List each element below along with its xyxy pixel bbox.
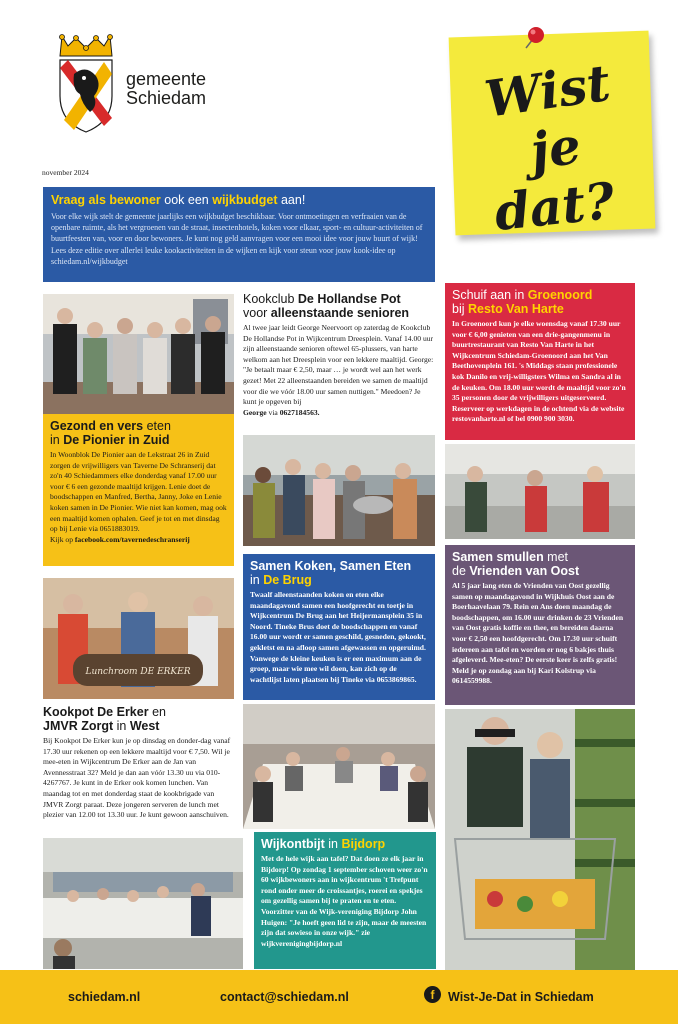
groenoord-title-part2: Groenoord [527,288,593,302]
brug-title-part3: De Brug [263,573,312,587]
oost-text: Al 5 jaar lang eten de Vrienden van Oost gezellig samen op maandagavond in Wijkhuis Oost aan de Boerhaavelaan 79. Rein en Ans doen maandag de boodschappen, om 16.00 uur drinken de 23 Vrienden van Oost gratis koffie en thee, en bereiden daarna voor € 2,50 een hoofdgerecht. Om 17.30 uur schuift iedereen aan tafel en worden er nog 6 bakjes thuis afgeleverd. Mee-eten? De eerste keer is zelfs gratis! Meld je op zondag aan bij Kari Kolstrup via 0614559988. [452,581,624,686]
intro-title-part1: Vraag als bewoner [51,193,161,207]
pionier-text [50,450,227,545]
hp-title-part1: Kookclub [243,292,298,306]
erker-title-part2: en [148,705,166,719]
pionier-link-prefix: Kijk op [50,534,75,544]
hollandse-pot-text [243,323,435,418]
intro-box [43,187,435,282]
pushpin-icon [518,24,548,54]
pionier-title-part2: eten [143,419,171,433]
groenoord-title [452,288,628,316]
pionier-article [43,414,234,566]
pionier-facebook-link[interactable]: facebook.com/tavernedeschranserij [74,534,190,544]
oost-title-part3: de [452,564,470,578]
bijdorp-title-part1: Wijkontbijt [261,837,325,851]
erker-text: Bij Kookpot De Erker kun je op dinsdag en donder-dag vanaf 17.30 uur rekenen op een lekkere maaltijd voor € 7,50. Wil je mee-eten in Wijkcentrum De Erker aan de Jan van Avennesstraat 32? Meld je dan aan vóór 13.30 uu via 010-4267767. Je kunt in de Erker ook komen lunchen. Van maandag tot en met donderdag staat de kookbrigade van JMVR Zorgt paraat. Deze jongeren serveren de lunch met plezier van 12.00 tot 13.30 uur. Je kunt gewoon aanschuiven. [43,736,231,820]
vrienden-van-oost-supermarket-photo [445,709,635,970]
bijdorp-breakfast-photo [43,838,243,969]
groenoord-kitchen-photo [445,444,635,539]
gemeente-schiedam-coat-of-arms-logo [54,34,118,134]
brug-title-part1: Samen Koken, Samen Eten [250,559,412,573]
hp-body: Al twee jaar leidt George Neervoort op zaterdag de Kookclub De Hollandse Pot in Wijkcentrum Dreesplein. Vanaf 14.00 uur zijn alleenstaande senioren oftewel 65-plussers, van harte welkom aan het Dreesplein voor een lekkere maaltijd. George: "Je betaalt maar € 2,50, maar … je wordt wel aan het werk gezet! Met 22 alleenstaanden bereiden we samen de maaltijd voor die we vóór 18.00 uur samen nuttigen." Meedoen? Je kunt je opgeven bij [243,323,434,407]
hp-contact-suffix: via [266,407,280,417]
brand-line-schiedam: Schiedam [126,88,207,108]
brug-title-part2: in [250,573,264,587]
brand-wordmark [126,70,206,108]
erker-title-part5: West [129,719,160,733]
de-brug-article [243,554,435,700]
pionier-title-part3: in [50,433,64,447]
bijdorp-title-part3: Bijdorp [341,837,386,851]
groenoord-title-part4: Resto Van Harte [467,302,564,316]
issue-date: november 2024 [42,168,89,177]
erker-title-part3: JMVR Zorgt [43,719,114,733]
footer-email-link[interactable]: contact@schiedam.nl [220,990,349,1004]
oost-title-part2: met [543,550,569,564]
groenoord-title-part1: Schuif aan in [452,288,528,302]
note-line-1: Wist je [481,52,614,181]
sticky-note-title [460,52,646,243]
hp-contact-phone: 0627184563. [279,407,320,417]
groenoord-title-part3: bij [452,302,468,316]
groenoord-article [445,283,635,440]
erker-photo-sign: Lunchroom DE ERKER [85,667,191,677]
hp-title-part4: alleenstaande senioren [270,306,410,320]
bijdorp-title-part2: in [324,837,342,851]
facebook-icon: f [424,986,441,1003]
oost-title-part1: Samen smullen [452,550,544,564]
erker-article [43,705,235,821]
hp-contact-name: George [243,407,267,417]
erker-title [43,705,235,733]
erker-title-part1: Kookpot De Erker [43,705,149,719]
intro-text: Voor elke wijk stelt de gemeente jaarlijks een wijkbudget beschikbaar. Voor ontmoetingen en verfraaien van de openbare ruimte, als het vergroenen van de straat, insectenhotels, koken voor elkaar, sport- en cultuur-activiteiten of buurtfeesten van, voor en door bewoners. Je kunt nog geld aanvragen voor een mooi idee voor jouw buurt of wijk! Lees deze editie over allerlei leuke kookactiviteiten in de wijken en kijk voor steun voor jouw kook-idee op schiedam.nl/wijkbudget [51,212,423,266]
pionier-title [50,419,227,447]
bijdorp-article [254,832,436,969]
erker-title-part4: in [113,719,130,733]
brug-title [250,559,428,587]
intro-title-part2: ook een [160,193,213,207]
de-brug-dinner-photo [243,704,435,829]
footer-bar [0,970,678,1024]
pionier-body: In Woonblok De Pionier aan de Lekstraat 26 in Zuid zorgen de vrijwilligers van Taverne De Schranserij dat zo'n 40 Schiedammers elke donderdag vanaf 17.00 uur voor € 6 een gezonde maaltijd krijgen. Lenie doet de boodschappen en Manfred, Bertha, Janny, Joke en Lenie koken samen in De Pionier. Wie niet kan komen, mag ook een maaltijd komen ophalen. Geef je tot en met dinsdag op bij Lenie via 0651883019. [50,450,227,534]
pionier-title-part1: Gezond en vers [50,419,144,433]
footer-website-link[interactable]: schiedam.nl [68,990,141,1004]
pionier-group-photo [43,294,234,414]
footer-facebook-link[interactable]: Wist-Je-Dat in Schiedam [448,990,594,1004]
hollandse-pot-photo [243,435,435,546]
vrienden-van-oost-article [445,545,635,705]
intro-title-part4: aan! [277,193,306,207]
note-line-2: dat? [491,170,618,243]
oost-title [452,550,628,578]
brand-line-gemeente: gemeente [126,69,207,89]
erker-group-photo [43,578,234,699]
hollandse-pot-article [243,292,435,418]
oost-title-part4: Vrienden van Oost [469,564,580,578]
brug-text: Twaalf alleenstaanden koken en eten elke maandagavond samen een hoofgerecht en toetje in Wijkcentrum De Brug aan het Heijermansplein 35 in Noord. Tineke Brus doet de boodschappen en vanaf 16.00 uur wordt er samen geschild, gesneden, gekookt, gekletst en na afloop samen afgewassen en opgeruimd. Vanwege de kleine keuken is er een maximum aan de groep, maar wie mee wil doen, kan zich op de wachtlijst laten plaatsen bij Tineke via 0653869865. [250,590,426,684]
hp-title-part3: voor [243,306,271,320]
intro-title-part3: wijkbudget [212,193,278,207]
hollandse-pot-title [243,292,435,320]
hp-title-part2: De Hollandse Pot [297,292,401,306]
intro-title [51,193,427,208]
groenoord-text: In Groenoord kun je elke woensdag vanaf 17.30 uur voor € 6,00 genieten van een drie-gangenmenu in buurtrestaurant van Resto Van Harte in het Wijkcentrum Schiedam-Groenoord aan het Van Beethovenplein 161. 's Middags staan professionele kok Danilo en vrij-willigsters Wilma en Sandra al in de keuken. Om 18.00 uur wordt de maaltijd voor zo'n 35 personen door de vrijwilligers uitgeserveerd. Reserveer op werkdagen in de ochtend via de website restovanharte.nl of bel 0900 900 3030. [452,319,626,424]
sticky-note [449,31,656,243]
bijdorp-title [261,837,429,851]
pionier-title-part4: De Pionier in Zuid [63,433,170,447]
bijdorp-text: Met de hele wijk aan tafel? Dat doen ze elk jaar in Bijdorp! Op zondag 1 september schoven weer zo'n 60 wijkbewoners aan in wijkcentrum 't Trefpunt rond onder meer de croissantjes, roerei en spekjes om gezellig samen bij te praten en te eten. Voorzitter van de Wijk-vereniging Bijdorp John Huigen: "Je hoeft geen lid te zijn, maar de meesten zijn dat sowieso in onze wijk." zie wijkverenigingbijdorp.nl [261,854,428,948]
